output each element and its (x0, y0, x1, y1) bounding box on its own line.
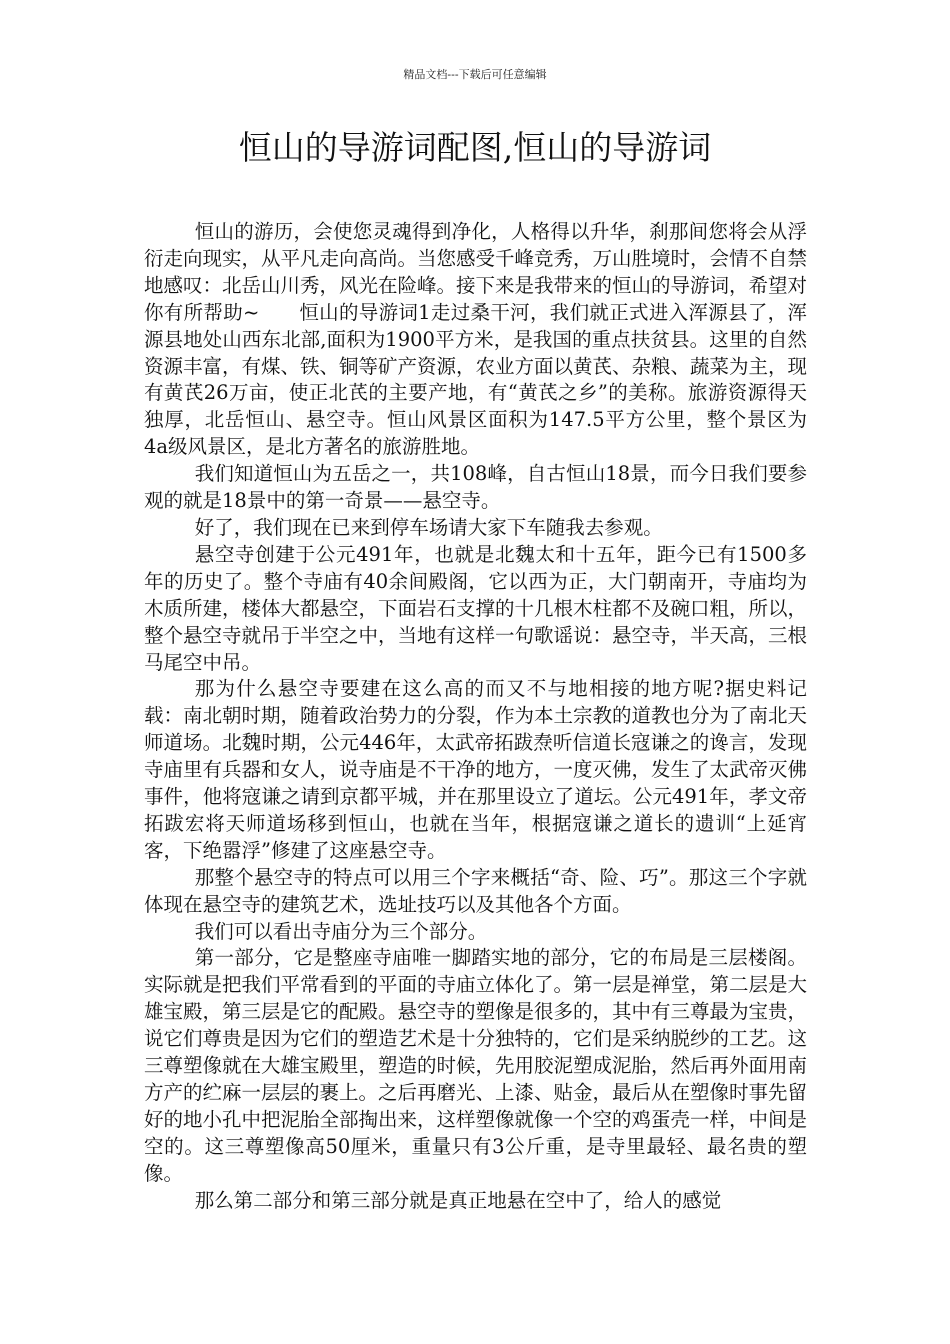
paragraph: 我们可以看出寺庙分为三个部分。 (194, 919, 488, 943)
paragraph: 那整个悬空寺的特点可以用三个字来概括“奇、险、巧”。那这三个字就体现在悬空寺的建筑艺术，选址技巧以及其他各个方面。 (144, 865, 807, 916)
paragraph: 那为什么悬空寺要建在这么高的而又不与地相接的地方呢?据史料记载：南北朝时期，随着政治势力的分裂，作为本土宗教的道教也分为了南北天师道场。北魏时期，公元446年，太武帝拓跋焘听信道长寇谦之的谗言，发现寺庙里有兵器和女人，说寺庙是不干净的地方，一度灭佛，发生了太武帝灭佛事件，他将寇谦之请到京都平城，并在那里设立了道坛。公元491年，孝文帝拓跋宏将天师道场移到恒山，也就在当年，根据寇谦之道长的遗训“上延宵客，下绝嚣浮”修建了这座悬空寺。 (144, 677, 808, 862)
paragraph: 悬空寺创建于公元491年，也就是北魏太和十五年，距今已有1500多年的历史了。整个寺庙有40余间殿阁，它以西为正，大门朝南开，寺庙均为木质所建，楼体大都悬空，下面岩石支撑的十几根木柱都不及碗口粗，所以，整个悬空寺就吊于半空之中，当地有这样一句歌谣说：悬空寺，半天高，三根马尾空中吊。 (144, 542, 808, 674)
paragraph: 恒山的游历，会使您灵魂得到净化，人格得以升华，刹那间您将会从浮衍走向现实，从平凡走向高尚。当您感受千峰竞秀，万山胜境时，会情不自禁地感叹：北岳山川秀，风光在险峰。接下来是我带来的恒山的导游词，希望对你有所帮助~ 恒山的导游词1走过桑干河，我们就正式进入浑源县了，浑源县地处山西东北部,面积为1900平方米，是我国的重点扶贫县。这里的自然资源丰富，有煤、铁、铜等矿产资源，农业方面以黄芪、杂粮、蔬菜为主，现有黄芪26万亩，使正北芪的主要产地，有“黄芪之乡”的美称。旅游资源得天独厚，北岳恒山、悬空寺。恒山风景区面积为147.5平方公里，整个景区为4a级风景区，是北方著名的旅游胜地。 (144, 220, 808, 459)
paragraph: 好了，我们现在已来到停车场请大家下车随我去参观。 (194, 515, 663, 539)
paragraph: 第一部分，它是整座寺庙唯一脚踏实地的部分，它的布局是三层楼阁。实际就是把我们平常看到的平面的寺庙立体化了。第一层是禅堂，第二层是大雄宝殿，第三层是它的配殿。悬空寺的塑像是很多的，其中有三尊最为宝贵，说它们尊贵是因为它们的塑造艺术是十分独特的，它们是采纳脱纱的工艺。这三尊塑像就在大雄宝殿里，塑造的时候，先用胶泥塑成泥胎，然后再外面用南方产的纻麻一层层的裹上。之后再磨光、上漆、贴金，最后从在塑像时事先留好的地小孔中把泥胎全部掏出来，这样塑像就像一个空的鸡蛋壳一样，中间是空的。这三尊塑像高50厘米，重量只有3公斤重，是寺里最轻、最名贵的塑像。 (144, 946, 808, 1185)
header-note: 精品文档---下载后可任意编辑 (403, 68, 547, 81)
document-title: 恒山的导游词配图,恒山的导游词 (238, 128, 712, 167)
document-body (144, 219, 807, 1215)
paragraph: 我们知道恒山为五岳之一，共108峰，自古恒山18景，而今日我们要参观的就是18景中的第一奇景——悬空寺。 (144, 462, 807, 513)
paragraph: 那么第二部分和第三部分就是真正地悬在空中了，给人的感觉 (194, 1188, 722, 1212)
